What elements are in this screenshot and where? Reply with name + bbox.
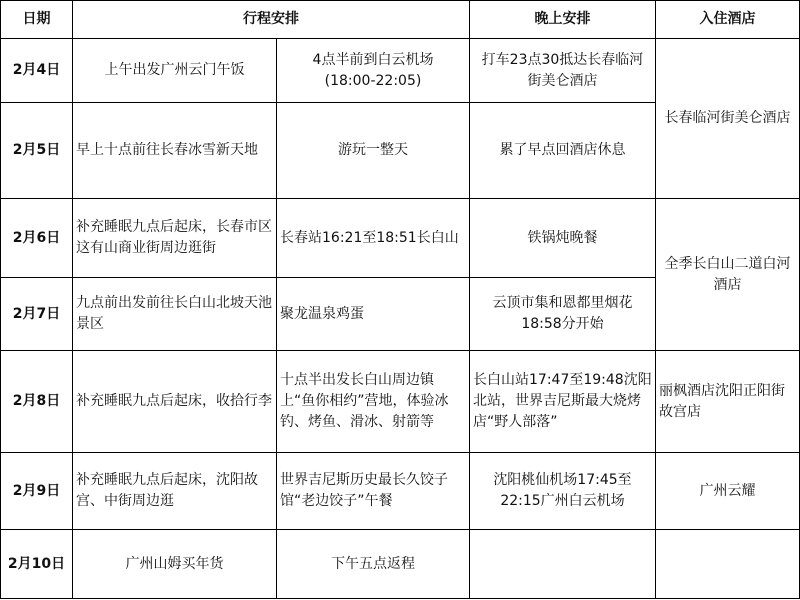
afternoon-line: (18:00-22:05) (324, 72, 422, 89)
hotel-cell (656, 199, 800, 351)
day-plan-cell: 上午出发广州云门午饭 (73, 39, 277, 103)
hotel-cell: 长春临河街美仑酒店 (656, 39, 800, 199)
hotel-cell (656, 530, 800, 599)
afternoon-plan-cell: 下午五点返程 (277, 530, 470, 599)
date-cell: 2月8日 (1, 351, 73, 453)
evening-line: 云顶市集和恩都里烟花 (492, 295, 633, 311)
header-hotel: 入住酒店 (656, 1, 800, 39)
afternoon-plan-cell: 世界吉尼斯历史最长久饺子馆“老边饺子”午餐 (277, 453, 470, 530)
hotel-cell: 广州云耀 (656, 453, 800, 530)
hotel-line: 酒店 (713, 276, 742, 293)
evening-line: 22:15广州白云机场 (500, 493, 625, 509)
table-row (1, 199, 800, 278)
evening-plan-cell: 长白山站17:47至19:48沈阳北站，世界吉尼斯最大烧烤店“野人部落” (470, 351, 656, 453)
day-plan-cell: 补充睡眠九点后起床，收拾行李 (73, 351, 277, 453)
afternoon-line: 4点半前到白云机场 (312, 51, 434, 68)
day-plan-cell: 九点前出发前往长白山北坡天池景区 (73, 278, 277, 351)
table-row (1, 39, 800, 103)
table-row (1, 453, 800, 530)
day-plan-cell: 广州山姆买年货 (73, 530, 277, 599)
afternoon-plan-cell: 游玩一整天 (277, 103, 470, 199)
afternoon-plan-cell (277, 39, 470, 103)
afternoon-plan-cell: 十点半出发长白山周边镇上“鱼你相约”营地，体验冰钓、烤鱼、滑冰、射箭等 (277, 351, 470, 453)
hotel-cell: 丽枫酒店沈阳正阳街故宫店 (656, 351, 800, 453)
header-evening: 晚上安排 (470, 1, 656, 39)
date-cell: 2月4日 (1, 39, 73, 103)
date-cell: 2月5日 (1, 103, 73, 199)
date-cell: 2月7日 (1, 278, 73, 351)
hotel-line: 全季长白山二道白河 (664, 255, 791, 272)
day-plan-cell: 补充睡眠九点后起床，长春市区这有山商业街周边逛街 (73, 199, 277, 278)
evening-plan-cell (470, 453, 656, 530)
table-row (1, 530, 800, 599)
date-cell: 2月10日 (1, 530, 73, 599)
afternoon-plan-cell: 长春站16:21至18:51长白山 (277, 199, 470, 278)
table-row (1, 351, 800, 453)
header-date: 日期 (1, 1, 73, 39)
evening-plan-cell: 铁锅炖晚餐 (470, 199, 656, 278)
evening-plan-cell (470, 530, 656, 599)
date-cell: 2月9日 (1, 453, 73, 530)
header-schedule: 行程安排 (73, 1, 470, 39)
day-plan-cell: 补充睡眠九点后起床，沈阳故宫、中街周边逛 (73, 453, 277, 530)
evening-line: 18:58分开始 (521, 316, 604, 332)
evening-plan-cell (470, 278, 656, 351)
day-plan-cell: 早上十点前往长春冰雪新天地 (73, 103, 277, 199)
evening-plan-cell (470, 39, 656, 103)
header-row (1, 1, 800, 39)
evening-line: 沈阳桃仙机场17:45至 (493, 472, 632, 488)
afternoon-plan-cell: 聚龙温泉鸡蛋 (277, 278, 470, 351)
date-cell: 2月6日 (1, 199, 73, 278)
evening-line: 街美仑酒店 (527, 72, 598, 89)
evening-line: 打车23点30抵达长春临河 (481, 51, 644, 68)
evening-plan-cell: 累了早点回酒店休息 (470, 103, 656, 199)
